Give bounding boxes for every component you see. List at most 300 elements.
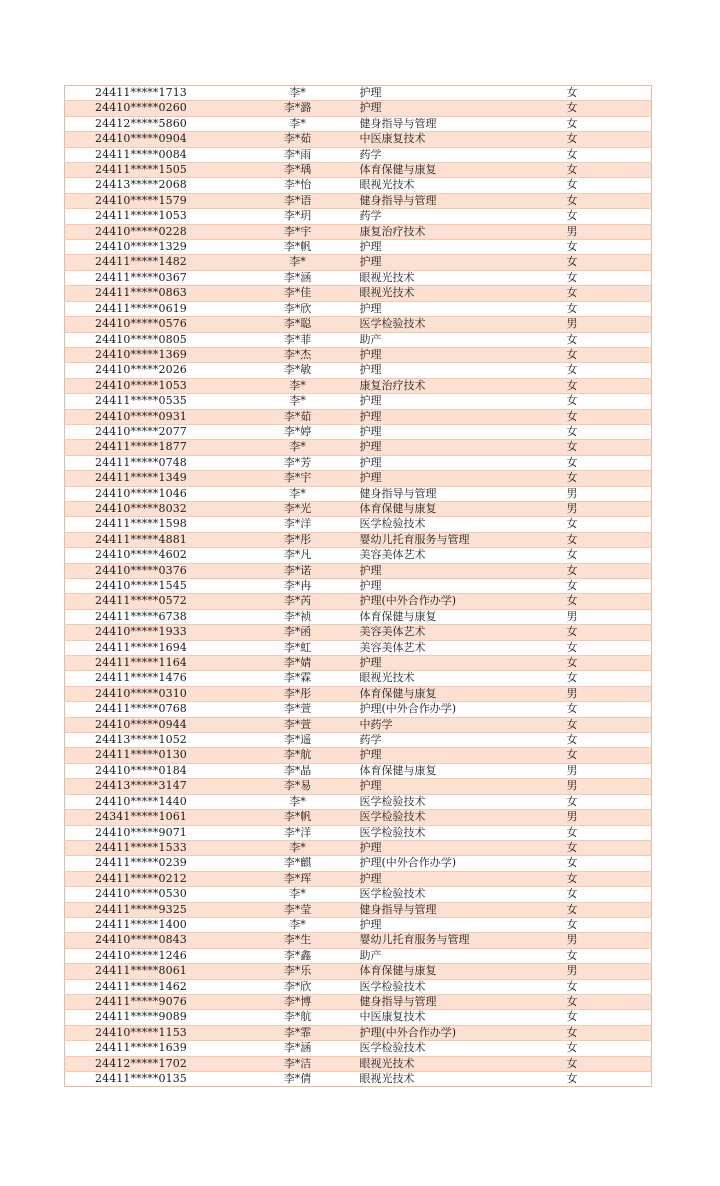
gender-cell: 男 xyxy=(567,933,652,948)
gender-cell: 男 xyxy=(567,779,652,794)
table-row xyxy=(65,825,652,840)
major-cell: 助产 xyxy=(356,948,567,963)
major-cell: 眼视光技术 xyxy=(356,1072,567,1087)
table-row xyxy=(65,563,652,578)
table-row xyxy=(65,132,652,147)
table-row xyxy=(65,902,652,917)
student-id-cell: 24410*****2026 xyxy=(65,363,240,378)
student-name-cell: 李*易 xyxy=(240,779,356,794)
student-id-cell: 24410*****0184 xyxy=(65,763,240,778)
major-cell: 护理(中外合作办学) xyxy=(356,856,567,871)
student-name-cell: 李*洁 xyxy=(240,1056,356,1071)
gender-cell: 女 xyxy=(567,378,652,393)
table-row xyxy=(65,656,652,671)
student-name-cell: 李*凡 xyxy=(240,548,356,563)
gender-cell: 女 xyxy=(567,424,652,439)
student-name-cell: 李*菲 xyxy=(240,332,356,347)
student-id-cell: 24411*****1533 xyxy=(65,840,240,855)
student-name-cell: 李*婷 xyxy=(240,424,356,439)
gender-cell: 女 xyxy=(567,471,652,486)
table-row xyxy=(65,917,652,932)
student-id-cell: 24410*****9071 xyxy=(65,825,240,840)
table-row xyxy=(65,625,652,640)
major-cell: 体育保健与康复 xyxy=(356,964,567,979)
student-id-cell: 24410*****1440 xyxy=(65,794,240,809)
gender-cell: 女 xyxy=(567,86,652,101)
student-id-cell: 24411*****9076 xyxy=(65,994,240,1009)
gender-cell: 男 xyxy=(567,686,652,701)
student-name-cell: 李*芮 xyxy=(240,594,356,609)
gender-cell: 男 xyxy=(567,501,652,516)
student-id-cell: 24411*****8061 xyxy=(65,964,240,979)
table-row xyxy=(65,840,652,855)
student-name-cell: 李* xyxy=(240,116,356,131)
student-name-cell: 李* xyxy=(240,917,356,932)
major-cell: 护理 xyxy=(356,779,567,794)
gender-cell: 女 xyxy=(567,1025,652,1040)
table-row xyxy=(65,994,652,1009)
table-row xyxy=(65,686,652,701)
student-name-cell: 李*光 xyxy=(240,501,356,516)
student-id-cell: 24410*****0904 xyxy=(65,132,240,147)
major-cell: 眼视光技术 xyxy=(356,178,567,193)
gender-cell: 女 xyxy=(567,1056,652,1071)
student-id-cell: 24411*****1349 xyxy=(65,471,240,486)
student-id-cell: 24410*****1545 xyxy=(65,579,240,594)
student-id-cell: 24411*****1482 xyxy=(65,255,240,270)
gender-cell: 女 xyxy=(567,517,652,532)
table-row xyxy=(65,979,652,994)
major-cell: 护理 xyxy=(356,240,567,255)
major-cell: 体育保健与康复 xyxy=(356,609,567,624)
student-name-cell: 李* xyxy=(240,486,356,501)
student-id-cell: 24412*****5860 xyxy=(65,116,240,131)
table-row xyxy=(65,455,652,470)
major-cell: 护理 xyxy=(356,440,567,455)
major-cell: 美容美体艺术 xyxy=(356,625,567,640)
gender-cell: 女 xyxy=(567,332,652,347)
major-cell: 护理 xyxy=(356,363,567,378)
major-cell: 护理 xyxy=(356,871,567,886)
student-name-cell: 李*佳 xyxy=(240,286,356,301)
major-cell: 护理 xyxy=(356,563,567,578)
major-cell: 医学检验技术 xyxy=(356,825,567,840)
gender-cell: 女 xyxy=(567,409,652,424)
student-name-cell: 李*语 xyxy=(240,193,356,208)
student-id-cell: 24411*****1713 xyxy=(65,86,240,101)
gender-cell: 女 xyxy=(567,840,652,855)
table-row xyxy=(65,609,652,624)
major-cell: 医学检验技术 xyxy=(356,794,567,809)
student-id-cell: 24410*****0805 xyxy=(65,332,240,347)
table-row xyxy=(65,579,652,594)
student-id-cell: 24410*****1046 xyxy=(65,486,240,501)
table-row xyxy=(65,317,652,332)
gender-cell: 女 xyxy=(567,640,652,655)
table-row xyxy=(65,394,652,409)
major-cell: 康复治疗技术 xyxy=(356,224,567,239)
student-name-cell: 李* xyxy=(240,840,356,855)
major-cell: 婴幼儿托育服务与管理 xyxy=(356,933,567,948)
gender-cell: 女 xyxy=(567,1072,652,1087)
major-cell: 体育保健与康复 xyxy=(356,163,567,178)
student-name-cell: 李*彤 xyxy=(240,686,356,701)
student-id-cell: 24411*****0572 xyxy=(65,594,240,609)
gender-cell: 女 xyxy=(567,994,652,1009)
major-cell: 中药学 xyxy=(356,717,567,732)
student-name-cell: 李*玥 xyxy=(240,209,356,224)
student-id-cell: 24410*****0260 xyxy=(65,101,240,116)
table-row xyxy=(65,209,652,224)
gender-cell: 男 xyxy=(567,609,652,624)
major-cell: 护理 xyxy=(356,86,567,101)
student-name-cell: 李*诺 xyxy=(240,563,356,578)
major-cell: 助产 xyxy=(356,332,567,347)
table-row xyxy=(65,224,652,239)
table-body xyxy=(65,86,652,1087)
table-row xyxy=(65,332,652,347)
major-cell: 护理 xyxy=(356,579,567,594)
table-row xyxy=(65,594,652,609)
student-id-cell: 24411*****1598 xyxy=(65,517,240,532)
student-name-cell: 李*倩 xyxy=(240,1072,356,1087)
student-id-cell: 24411*****9325 xyxy=(65,902,240,917)
student-id-cell: 24411*****0130 xyxy=(65,748,240,763)
table-row xyxy=(65,717,652,732)
student-id-cell: 24411*****0239 xyxy=(65,856,240,871)
gender-cell: 女 xyxy=(567,147,652,162)
student-name-cell: 李*涵 xyxy=(240,1041,356,1056)
major-cell: 体育保健与康复 xyxy=(356,763,567,778)
major-cell: 美容美体艺术 xyxy=(356,548,567,563)
student-id-cell: 24412*****1702 xyxy=(65,1056,240,1071)
gender-cell: 女 xyxy=(567,671,652,686)
student-id-cell: 24411*****9089 xyxy=(65,1010,240,1025)
student-id-cell: 24411*****4881 xyxy=(65,532,240,547)
student-name-cell: 李*涵 xyxy=(240,270,356,285)
student-name-cell: 李*莹 xyxy=(240,902,356,917)
major-cell: 眼视光技术 xyxy=(356,1056,567,1071)
table-row xyxy=(65,933,652,948)
major-cell: 药学 xyxy=(356,733,567,748)
table-row xyxy=(65,116,652,131)
student-name-cell: 李*萱 xyxy=(240,702,356,717)
student-name-cell: 李*冉 xyxy=(240,579,356,594)
major-cell: 医学检验技术 xyxy=(356,517,567,532)
major-cell: 体育保健与康复 xyxy=(356,686,567,701)
major-cell: 健身指导与管理 xyxy=(356,486,567,501)
student-name-cell: 李*生 xyxy=(240,933,356,948)
table-row xyxy=(65,810,652,825)
student-name-cell: 李*晶 xyxy=(240,763,356,778)
major-cell: 护理 xyxy=(356,424,567,439)
student-name-cell: 李*帆 xyxy=(240,240,356,255)
student-name-cell: 李*彤 xyxy=(240,532,356,547)
student-name-cell: 李*芳 xyxy=(240,455,356,470)
major-cell: 药学 xyxy=(356,209,567,224)
gender-cell: 女 xyxy=(567,656,652,671)
major-cell: 中医康复技术 xyxy=(356,1010,567,1025)
student-name-cell: 李*聪 xyxy=(240,317,356,332)
student-name-cell: 李*欣 xyxy=(240,979,356,994)
major-cell: 护理 xyxy=(356,471,567,486)
student-name-cell: 李*乐 xyxy=(240,964,356,979)
student-name-cell: 李*函 xyxy=(240,625,356,640)
student-id-cell: 24411*****1400 xyxy=(65,917,240,932)
major-cell: 护理(中外合作办学) xyxy=(356,594,567,609)
student-name-cell: 李* xyxy=(240,440,356,455)
gender-cell: 女 xyxy=(567,255,652,270)
major-cell: 护理 xyxy=(356,840,567,855)
student-name-cell: 李*宇 xyxy=(240,224,356,239)
student-id-cell: 24410*****1579 xyxy=(65,193,240,208)
student-id-cell: 24410*****1246 xyxy=(65,948,240,963)
table-row xyxy=(65,409,652,424)
major-cell: 康复治疗技术 xyxy=(356,378,567,393)
gender-cell: 男 xyxy=(567,486,652,501)
student-id-cell: 24411*****0768 xyxy=(65,702,240,717)
student-name-cell: 李*鑫 xyxy=(240,948,356,963)
student-id-cell: 24411*****0212 xyxy=(65,871,240,886)
gender-cell: 女 xyxy=(567,948,652,963)
gender-cell: 女 xyxy=(567,887,652,902)
table-row xyxy=(65,871,652,886)
major-cell: 护理 xyxy=(356,394,567,409)
major-cell: 医学检验技术 xyxy=(356,317,567,332)
student-id-cell: 24411*****0367 xyxy=(65,270,240,285)
student-id-cell: 24410*****1369 xyxy=(65,347,240,362)
major-cell: 健身指导与管理 xyxy=(356,902,567,917)
student-name-cell: 李* xyxy=(240,394,356,409)
gender-cell: 女 xyxy=(567,856,652,871)
student-name-cell: 李*虹 xyxy=(240,640,356,655)
table-row xyxy=(65,1010,652,1025)
table-row xyxy=(65,301,652,316)
gender-cell: 女 xyxy=(567,594,652,609)
student-id-cell: 24410*****0944 xyxy=(65,717,240,732)
student-id-cell: 24410*****0576 xyxy=(65,317,240,332)
student-name-cell: 李*祯 xyxy=(240,609,356,624)
student-id-cell: 24410*****8032 xyxy=(65,501,240,516)
student-id-cell: 24411*****0084 xyxy=(65,147,240,162)
student-name-cell: 李*茹 xyxy=(240,132,356,147)
student-name-cell: 李* xyxy=(240,887,356,902)
student-id-cell: 24410*****2077 xyxy=(65,424,240,439)
student-id-cell: 24411*****1505 xyxy=(65,163,240,178)
student-id-cell: 24410*****0843 xyxy=(65,933,240,948)
gender-cell: 女 xyxy=(567,440,652,455)
major-cell: 护理(中外合作办学) xyxy=(356,702,567,717)
gender-cell: 女 xyxy=(567,917,652,932)
student-name-cell: 李*洋 xyxy=(240,517,356,532)
table-row xyxy=(65,1056,652,1071)
gender-cell: 女 xyxy=(567,270,652,285)
student-name-cell: 李*瑀 xyxy=(240,163,356,178)
major-cell: 健身指导与管理 xyxy=(356,116,567,131)
table-row xyxy=(65,532,652,547)
table-row xyxy=(65,286,652,301)
student-name-cell: 李*杰 xyxy=(240,347,356,362)
student-name-cell: 李*珲 xyxy=(240,871,356,886)
table-row xyxy=(65,424,652,439)
gender-cell: 男 xyxy=(567,964,652,979)
student-id-cell: 24411*****1164 xyxy=(65,656,240,671)
major-cell: 护理 xyxy=(356,255,567,270)
student-name-cell: 李*婧 xyxy=(240,656,356,671)
major-cell: 健身指导与管理 xyxy=(356,193,567,208)
table-row xyxy=(65,964,652,979)
gender-cell: 女 xyxy=(567,240,652,255)
major-cell: 护理 xyxy=(356,409,567,424)
gender-cell: 女 xyxy=(567,347,652,362)
table-row xyxy=(65,548,652,563)
table-row xyxy=(65,147,652,162)
table-row xyxy=(65,101,652,116)
gender-cell: 女 xyxy=(567,733,652,748)
table-row xyxy=(65,640,652,655)
table-row xyxy=(65,378,652,393)
student-id-cell: 24411*****6738 xyxy=(65,609,240,624)
student-name-cell: 李*霖 xyxy=(240,671,356,686)
table-row xyxy=(65,86,652,101)
table-row xyxy=(65,748,652,763)
gender-cell: 女 xyxy=(567,563,652,578)
gender-cell: 女 xyxy=(567,717,652,732)
gender-cell: 女 xyxy=(567,902,652,917)
student-id-cell: 24411*****0619 xyxy=(65,301,240,316)
table-row xyxy=(65,794,652,809)
student-id-cell: 24411*****0863 xyxy=(65,286,240,301)
student-id-cell: 24410*****0376 xyxy=(65,563,240,578)
major-cell: 健身指导与管理 xyxy=(356,994,567,1009)
table-row xyxy=(65,702,652,717)
table-row xyxy=(65,240,652,255)
student-list-table xyxy=(64,85,652,1087)
gender-cell: 女 xyxy=(567,1010,652,1025)
student-id-cell: 24413*****3147 xyxy=(65,779,240,794)
table-row xyxy=(65,255,652,270)
student-id-cell: 24411*****0748 xyxy=(65,455,240,470)
major-cell: 医学检验技术 xyxy=(356,887,567,902)
gender-cell: 女 xyxy=(567,363,652,378)
student-name-cell: 李* xyxy=(240,255,356,270)
table-row xyxy=(65,1041,652,1056)
gender-cell: 女 xyxy=(567,132,652,147)
table-row xyxy=(65,517,652,532)
gender-cell: 女 xyxy=(567,748,652,763)
gender-cell: 男 xyxy=(567,763,652,778)
gender-cell: 女 xyxy=(567,178,652,193)
gender-cell: 男 xyxy=(567,810,652,825)
student-id-cell: 24411*****0535 xyxy=(65,394,240,409)
table-row xyxy=(65,471,652,486)
gender-cell: 女 xyxy=(567,702,652,717)
table-row xyxy=(65,501,652,516)
student-id-cell: 24413*****2068 xyxy=(65,178,240,193)
major-cell: 护理 xyxy=(356,656,567,671)
major-cell: 医学检验技术 xyxy=(356,1041,567,1056)
gender-cell: 女 xyxy=(567,209,652,224)
student-id-cell: 24410*****0931 xyxy=(65,409,240,424)
gender-cell: 女 xyxy=(567,532,652,547)
gender-cell: 男 xyxy=(567,317,652,332)
gender-cell: 女 xyxy=(567,101,652,116)
major-cell: 护理 xyxy=(356,455,567,470)
major-cell: 护理 xyxy=(356,101,567,116)
table-row xyxy=(65,347,652,362)
student-name-cell: 李*宇 xyxy=(240,471,356,486)
table-row xyxy=(65,779,652,794)
gender-cell: 女 xyxy=(567,625,652,640)
major-cell: 婴幼儿托育服务与管理 xyxy=(356,532,567,547)
student-name-cell: 李*敏 xyxy=(240,363,356,378)
student-name-cell: 李*怡 xyxy=(240,178,356,193)
major-cell: 眼视光技术 xyxy=(356,270,567,285)
table-row xyxy=(65,671,652,686)
student-name-cell: 李*欣 xyxy=(240,301,356,316)
gender-cell: 女 xyxy=(567,548,652,563)
student-id-cell: 24410*****0310 xyxy=(65,686,240,701)
table-row xyxy=(65,856,652,871)
gender-cell: 女 xyxy=(567,163,652,178)
student-name-cell: 李*博 xyxy=(240,994,356,1009)
student-id-cell: 24410*****1153 xyxy=(65,1025,240,1040)
major-cell: 眼视光技术 xyxy=(356,671,567,686)
student-name-cell: 李*潞 xyxy=(240,101,356,116)
student-id-cell: 24410*****1329 xyxy=(65,240,240,255)
major-cell: 美容美体艺术 xyxy=(356,640,567,655)
table-row xyxy=(65,178,652,193)
table-row xyxy=(65,763,652,778)
student-name-cell: 李*麒 xyxy=(240,856,356,871)
gender-cell: 女 xyxy=(567,301,652,316)
student-id-cell: 24410*****0228 xyxy=(65,224,240,239)
student-name-cell: 李*帆 xyxy=(240,810,356,825)
student-id-cell: 24410*****1053 xyxy=(65,378,240,393)
student-name-cell: 李*遥 xyxy=(240,733,356,748)
student-name-cell: 李* xyxy=(240,794,356,809)
student-name-cell: 李*航 xyxy=(240,1010,356,1025)
major-cell: 眼视光技术 xyxy=(356,286,567,301)
student-name-cell: 李*雨 xyxy=(240,147,356,162)
table-row xyxy=(65,1072,652,1087)
student-id-cell: 24411*****1462 xyxy=(65,979,240,994)
major-cell: 护理 xyxy=(356,347,567,362)
major-cell: 护理 xyxy=(356,917,567,932)
student-id-cell: 24411*****1053 xyxy=(65,209,240,224)
table-row xyxy=(65,733,652,748)
major-cell: 护理 xyxy=(356,301,567,316)
student-name-cell: 李*航 xyxy=(240,748,356,763)
gender-cell: 女 xyxy=(567,794,652,809)
table-row xyxy=(65,270,652,285)
table-row xyxy=(65,163,652,178)
student-id-cell: 24411*****1694 xyxy=(65,640,240,655)
table-row xyxy=(65,948,652,963)
gender-cell: 女 xyxy=(567,825,652,840)
student-id-cell: 24411*****1639 xyxy=(65,1041,240,1056)
major-cell: 体育保健与康复 xyxy=(356,501,567,516)
table-row xyxy=(65,887,652,902)
student-name-cell: 李*洋 xyxy=(240,825,356,840)
student-name-cell: 李*萱 xyxy=(240,717,356,732)
table-row xyxy=(65,1025,652,1040)
gender-cell: 女 xyxy=(567,579,652,594)
student-name-cell: 李*茹 xyxy=(240,409,356,424)
student-id-cell: 24413*****1052 xyxy=(65,733,240,748)
major-cell: 护理(中外合作办学) xyxy=(356,1025,567,1040)
gender-cell: 女 xyxy=(567,116,652,131)
